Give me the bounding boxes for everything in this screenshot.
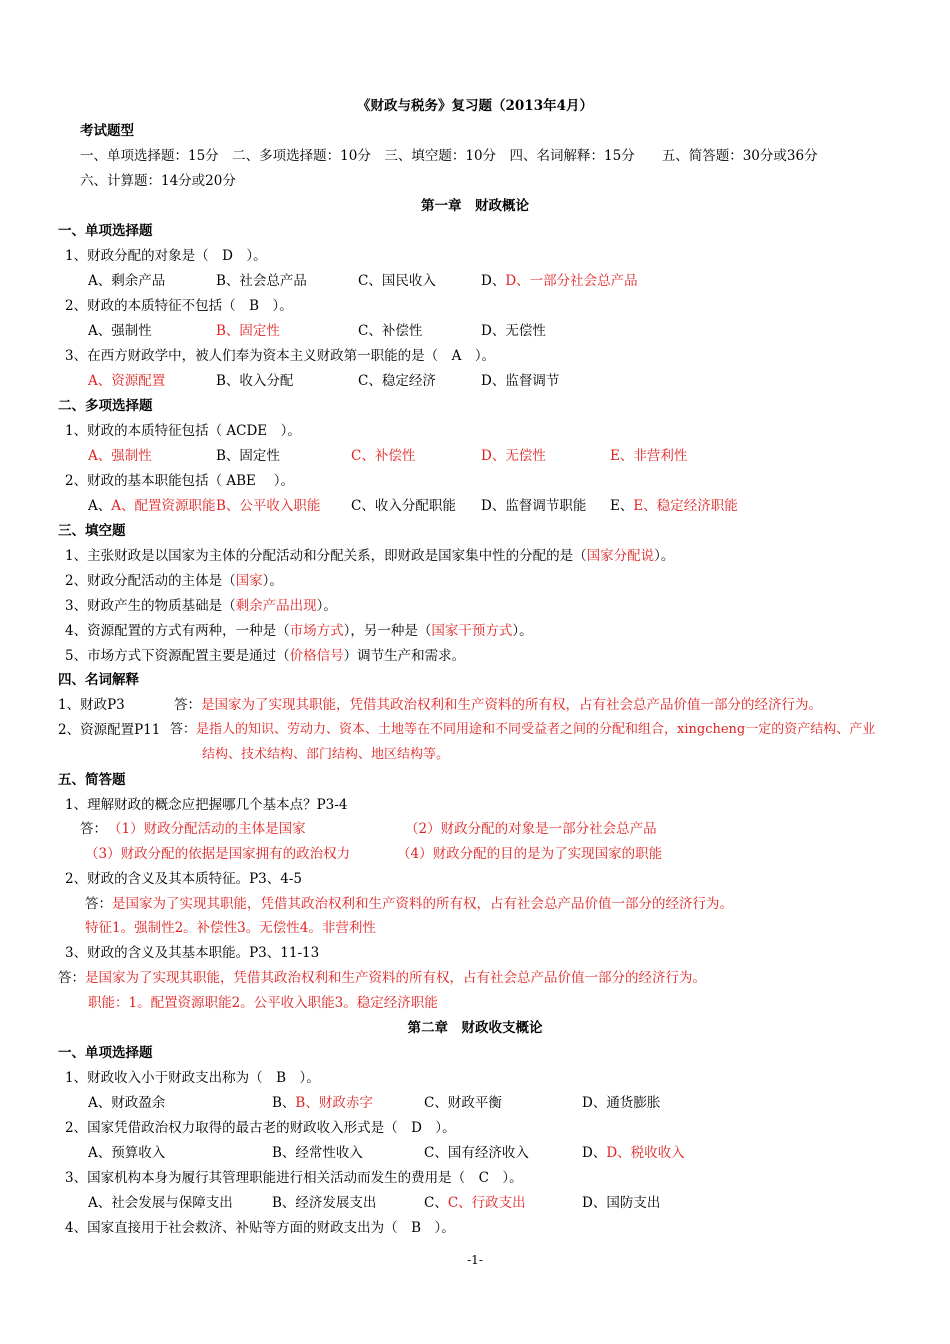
option: B、B、财政赤字 [272,1095,373,1111]
question: 1、财政分配的对象是（ D ）。 [65,248,267,264]
answer-point: （2）财政分配的对象是一部分社会总产品 [405,821,657,837]
option-correct: D、无偿性 [481,448,546,464]
option: D、D、一部分社会总产品 [481,273,638,289]
question: 1、财政收入小于财政支出称为（ B ）。 [65,1070,320,1086]
term-answer-cont: 结构、技术结构、部门结构、地区结构等。 [202,747,450,762]
option: C、稳定经济 [358,373,436,389]
question: 3、财政的含义及其基本职能。P3、11-13 [65,945,320,961]
page-title: 《财政与税务》复习题（2013年4月） [357,98,593,114]
option: A、A、配置资源职能 [88,498,216,514]
option: C、收入分配职能 [351,498,456,514]
question: 2、国家凭借政治权力取得的最古老的财政收入形式是（ D ）。 [65,1120,456,1136]
term: 2、资源配置P11 [58,722,161,738]
section-heading: 一、单项选择题 [58,223,153,239]
question: 2、财政的含义及其本质特征。P3、4-5 [65,871,303,887]
option: D、国防支出 [582,1195,661,1211]
answer-text: C、行政支出 [447,1195,526,1211]
answer-point: （1）财政分配活动的主体是国家 [108,821,306,837]
answer-text: B、财政赤字 [295,1095,373,1111]
section-heading: 四、名词解释 [58,672,139,688]
question: 4、国家直接用于社会救济、补贴等方面的财政支出为（ B ）。 [65,1220,455,1236]
term: 1、财政P3 [58,697,125,713]
chapter-title: 第一章 财政概论 [421,198,529,214]
answer-text: 国家干预方式 [431,623,513,639]
term-answer: 答：是国家为了实现其职能，凭借其政治权利和生产资料的所有权，占有社会总产品价值一部分的经济行为。 [174,697,822,713]
answer-text: E、稳定经济职能 [633,498,738,514]
answer: 答：是国家为了实现其职能，凭借其政治权利和生产资料的所有权，占有社会总产品价值一部分的经济行为。 [58,970,706,986]
answer-text: 国家 [235,573,263,589]
exam-types-line: 六、计算题：14分或20分 [80,173,236,189]
fill-question: 4、资源配置的方式有两种，一种是（市场方式），另一种是（国家干预方式）。 [65,623,533,639]
answer-text: 是指人的知识、劳动力、资本、土地等在不同用途和不同受益者之间的分配和组合，xingcheng一定的资产结构、产业 [196,722,876,737]
option: A、剩余产品 [88,273,166,289]
option: C、财政平衡 [424,1095,502,1111]
option: C、国民收入 [358,273,436,289]
option: D、无偿性 [481,323,546,339]
exam-types-heading: 考试题型 [80,123,134,139]
exam-types-line: 一、单项选择题：15分 二、多项选择题：10分 三、填空题：10分 四、名词解释：15分 五、简答题：30分或36分 [80,148,818,164]
fill-question: 1、主张财政是以国家为主体的分配活动和分配关系，即财政是国家集中性的分配的是（国家分配说）。 [65,548,675,564]
question: 1、理解财政的概念应把握哪几个基本点？P3-4 [65,797,348,813]
answer-text: D、税收收入 [606,1145,685,1161]
page-number: -1- [467,1253,483,1267]
option: A、强制性 [88,323,152,339]
answer-text: 是国家为了实现其职能，凭借其政治权利和生产资料的所有权，占有社会总产品价值一部分的经济行为。 [201,697,822,713]
option: B、经常性收入 [272,1145,363,1161]
question: 2、财政的本质特征不包括（ B ）。 [65,298,293,314]
answer-features: 特征1。强制性2。补偿性3。无偿性4。非营利性 [85,920,376,936]
answer-label: 答： [80,821,107,837]
option-correct: A、资源配置 [88,373,166,389]
fill-question: 3、财政产生的物质基础是（剩余产品出现）。 [65,598,337,614]
answer-text: A、配置资源职能 [111,498,216,514]
answer-text: 价格信号 [289,648,344,664]
answer-text: 是国家为了实现其职能，凭借其政治权利和生产资料的所有权，占有社会总产品价值一部分的经济行为。 [112,896,733,912]
answer: 答：是国家为了实现其职能，凭借其政治权利和生产资料的所有权，占有社会总产品价值一部分的经济行为。 [85,896,733,912]
answer-point: （3）财政分配的依据是国家拥有的政治权力 [85,846,351,862]
option-correct: B、公平收入职能 [216,498,321,514]
option: D、监督调节 [481,373,560,389]
fill-question: 5、市场方式下资源配置主要是通过（价格信号）调节生产和需求。 [65,648,466,664]
option-correct: E、非营利性 [610,448,688,464]
option: B、收入分配 [216,373,294,389]
option: C、国有经济收入 [424,1145,529,1161]
answer-text: D、一部分社会总产品 [505,273,638,289]
option: E、E、稳定经济职能 [610,498,738,514]
option: C、补偿性 [358,323,423,339]
question: 2、财政的基本职能包括（ ABE ）。 [65,473,294,489]
chapter-title: 第二章 财政收支概论 [407,1020,543,1036]
answer-text: 剩余产品出现 [235,598,317,614]
option: A、预算收入 [88,1145,166,1161]
answer-text: 市场方式 [289,623,344,639]
section-heading: 二、多项选择题 [58,398,153,414]
option: D、监督调节职能 [481,498,587,514]
fill-question: 2、财政分配活动的主体是（国家）。 [65,573,283,589]
option: B、固定性 [216,448,280,464]
section-heading: 三、填空题 [58,523,126,539]
question: 3、国家机构本身为履行其管理职能进行相关活动而发生的费用是（ C ）。 [65,1170,523,1186]
option: B、经济发展支出 [272,1195,377,1211]
question: 1、财政的本质特征包括（ ACDE ）。 [65,423,301,439]
question: 3、在西方财政学中，被人们奉为资本主义财政第一职能的是（ A ）。 [65,348,496,364]
answer-functions: 职能：1。配置资源职能2。公平收入职能3。稳定经济职能 [88,995,438,1011]
option-correct: C、补偿性 [351,448,416,464]
option: D、D、税收收入 [582,1145,685,1161]
option: A、社会发展与保障支出 [88,1195,233,1211]
option: B、社会总产品 [216,273,307,289]
option-correct: B、固定性 [216,323,280,339]
option: D、通货膨胀 [582,1095,661,1111]
answer-text: 是国家为了实现其职能，凭借其政治权利和生产资料的所有权，占有社会总产品价值一部分的经济行为。 [85,970,706,986]
answer-point: （4）财政分配的目的是为了实现国家的职能 [397,846,663,862]
option-correct: A、强制性 [88,448,152,464]
answer-text: 国家分配说 [586,548,655,564]
option: A、财政盈余 [88,1095,166,1111]
term-answer: 答：是指人的知识、劳动力、资本、土地等在不同用途和不同受益者之间的分配和组合，xingcheng一定的资产结构、产业 [170,722,876,737]
section-heading: 五、简答题 [58,772,126,788]
section-heading: 一、单项选择题 [58,1045,153,1061]
option: C、C、行政支出 [424,1195,526,1211]
